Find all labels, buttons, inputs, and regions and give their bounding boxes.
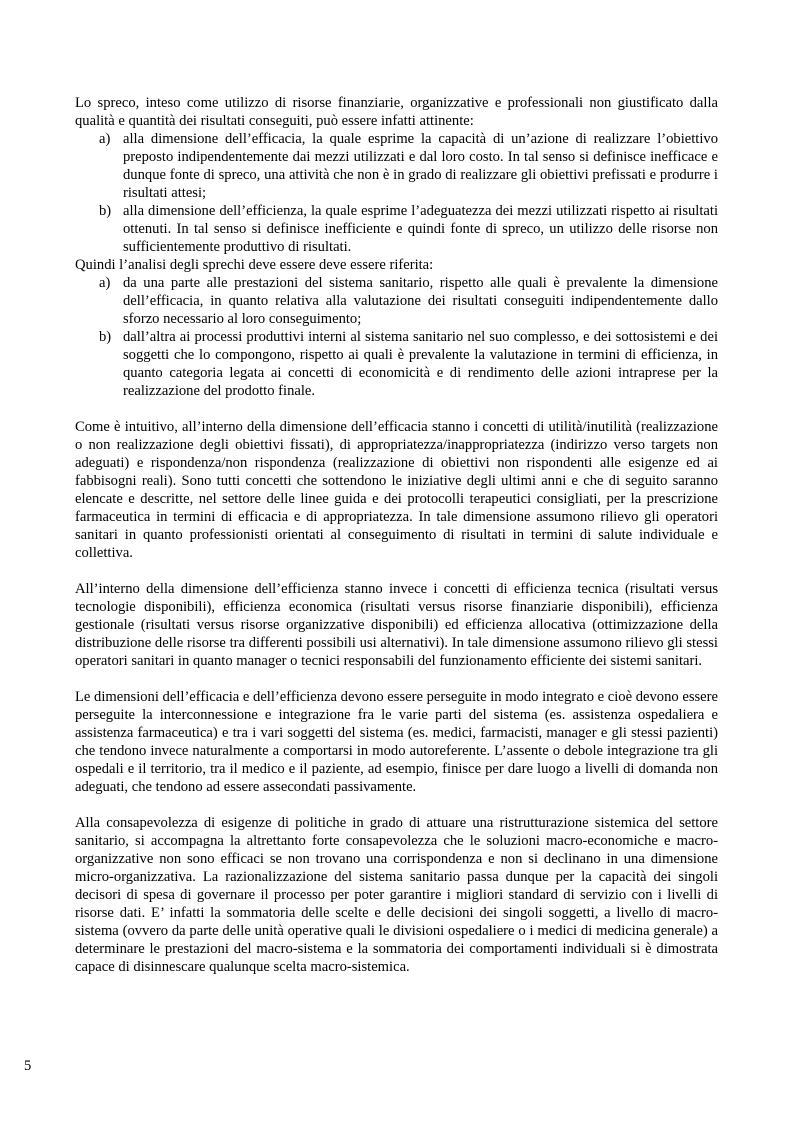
analysis-paragraph: Quindi l’analisi degli sprechi deve essere deve essere riferita: xyxy=(75,257,434,273)
list-item xyxy=(75,328,718,400)
spreco-dimensions-list xyxy=(75,130,718,256)
page-number: 5 xyxy=(24,1058,32,1074)
analysis-list xyxy=(75,274,718,400)
intro-paragraph: Lo spreco, inteso come utilizzo di risorse finanziarie, organizzative e professionali non giustificato dalla qualità e quantità dei risultati conseguiti, può essere infatti attinente: xyxy=(75,95,718,129)
list-item-text: dall’altra ai processi produttivi interni al sistema sanitario nel suo complesso, e dei sottosistemi e dei soggetti che lo compongono, rispetto ai quali è prevalente la valutazione in termini di efficienza, in quanto categoria legata ai concetti di economicità e di rendimento delle azioni intraprese per la realizzazione del prodotto finale. xyxy=(123,329,718,399)
list-item-text: alla dimensione dell’efficienza, la quale esprime l’adeguatezza dei mezzi utilizzati rispetto ai risultati ottenuti. In tal senso si definisce inefficiente e quindi fonte di spreco, un utilizzo delle risorse non sufficientemente produttivo di risultati. xyxy=(123,203,718,255)
list-marker: a) xyxy=(99,275,111,291)
consapevolezza-paragraph: Alla consapevolezza di esigenze di politiche in grado di attuare una ristrutturazione sistemica del settore sanitario, si accompagna la altrettanto forte consapevolezza che le soluzioni macro-economiche e macro-organizzative non sono efficaci se non trovano una corrispondenza e non si declinano in una dimensione micro-organizzativa. La razionalizzazione del sistema sanitario passa dunque per la capacità dei singoli decisori di spesa di governare il processo per poter garantire i migliori standard di servizio con i livelli di risorse dati. E’ infatti la sommatoria delle scelte e delle decisioni dei singoli soggetti, a livello di macro-sistema (ovvero da parte delle unità operative quali le divisioni ospedaliere o i medici di medicina generale) a determinare le prestazioni del macro-sistema e la sommatoria dei comportamenti individuali si è dimostrata capace di disinnescare qualunque scelta macro-sistemica. xyxy=(75,815,718,975)
list-marker: b) xyxy=(99,203,112,219)
list-item-text: da una parte alle prestazioni del sistema sanitario, rispetto alle quali è prevalente la dimensione dell’efficacia, in quanto relativa alla valutazione dei risultati conseguiti indipendentemente dallo sforzo necessario al loro conseguimento; xyxy=(123,275,718,327)
list-item xyxy=(75,130,718,202)
list-item-text: alla dimensione dell’efficacia, la quale esprime la capacità di un’azione di realizzare l’obiettivo preposto indipendentemente dai mezzi utilizzati e dal loro costo. In tal senso si definisce inefficace e dunque fonte di spreco, una attività che non è in grado di realizzare gli obiettivi prefissati e produrre i risultati attesi; xyxy=(123,131,718,201)
list-marker: a) xyxy=(99,131,111,147)
list-item xyxy=(75,202,718,256)
efficienza-paragraph: All’interno della dimensione dell’efficienza stanno invece i concetti di efficienza tecnica (risultati versus tecnologie disponibili), efficienza economica (risultati versus risorse finanziarie disponibili), efficienza gestionale (risultati versus risorse organizzative disponibili) ed efficienza allocativa (ottimizzazione della distribuzione delle risorse tra differenti possibili usi alternativi). In tale dimensione assumono rilievo gli stessi operatori sanitari in quanto manager o tecnici responsabili del funzionamento efficiente dei sistemi sanitari. xyxy=(75,581,718,669)
document-body xyxy=(75,94,718,976)
list-item xyxy=(75,274,718,328)
integrazione-paragraph: Le dimensioni dell’efficacia e dell’efficienza devono essere perseguite in modo integrato e cioè devono essere perseguite la interconnessione e integrazione fra le varie parti del sistema (es. assistenza ospedaliera e assistenza farmaceutica) e tra i vari soggetti del sistema (es. medici, farmacisti, manager e gli stessi pazienti) che tendono invece naturalmente a comportarsi in modo autoreferente. L’assente o debole integrazione tra gli ospedali e il territorio, tra il medico e il paziente, ad esempio, finisce per dare luogo a livelli di domanda non adeguati, che tendono ad essere assecondati passivamente. xyxy=(75,689,718,795)
efficacia-paragraph: Come è intuitivo, all’interno della dimensione dell’efficacia stanno i concetti di utilità/inutilità (realizzazione o non realizzazione degli obiettivi fissati), di appropriatezza/inappropriatezza (indirizzo verso targets non adeguati) e rispondenza/non rispondenza (realizzazione di obiettivi non rispondenti alle esigenze ed ai fabbisogni reali). Sono tutti concetti che sottendono le iniziative degli ultimi anni e che di seguito saranno elencate e descritte, nel settore delle linee guida e dei protocolli terapeutici consigliati, per la prescrizione farmaceutica in termini di efficacia e di appropriatezza. In tale dimensione assumono rilievo gli operatori sanitari in quanto professionisti orientati al conseguimento di risultati in termini di salute individuale e collettiva. xyxy=(75,419,718,561)
list-marker: b) xyxy=(99,329,112,345)
